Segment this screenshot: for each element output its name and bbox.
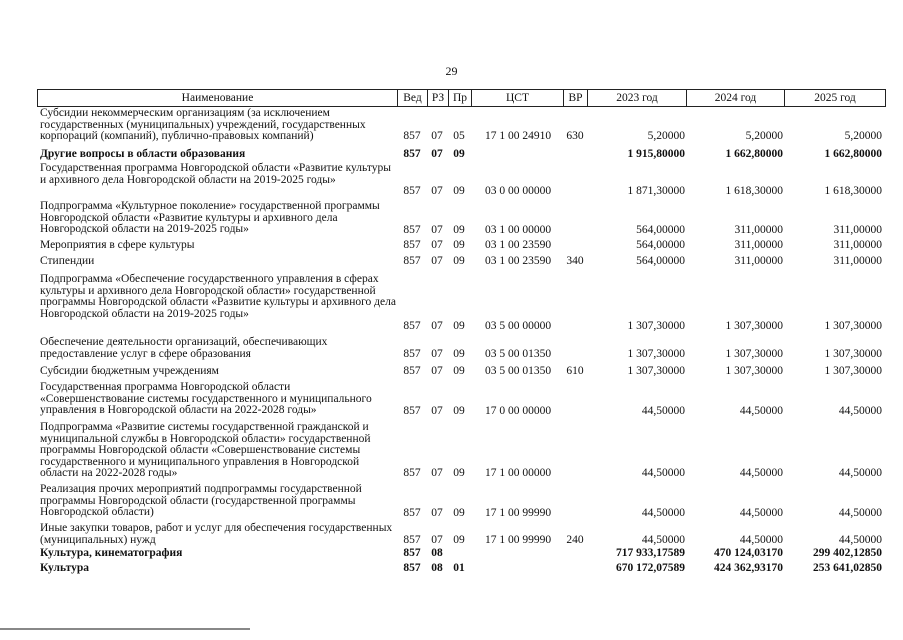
row-ved: 857 bbox=[403, 365, 421, 378]
row-2024: 1 307,30000 bbox=[725, 348, 783, 361]
header-cst: ЦСТ bbox=[472, 90, 564, 106]
row-ved: 857 bbox=[403, 224, 421, 237]
row-cst: 03 1 00 23590 bbox=[484, 239, 552, 252]
row-2023: 1 307,30000 bbox=[627, 365, 685, 378]
row-pr: 09 bbox=[453, 534, 465, 547]
row-2025: 1 307,30000 bbox=[824, 320, 882, 333]
row-2025: 1 307,30000 bbox=[824, 348, 882, 361]
row-cst: 03 1 00 00000 bbox=[484, 224, 552, 237]
row-2024: 311,00000 bbox=[734, 255, 783, 268]
row-2025: 253 641,02850 bbox=[813, 562, 882, 575]
row-rz: 07 bbox=[431, 365, 443, 378]
table-row bbox=[37, 274, 886, 333]
row-2023: 670 172,07589 bbox=[616, 562, 685, 575]
row-2025: 299 402,12850 bbox=[813, 547, 882, 560]
row-name: Культура bbox=[40, 562, 90, 574]
row-name: Обеспечение деятельности организаций, обеспечивающих предоставление услуг в сфере образования bbox=[40, 336, 328, 360]
row-ved: 857 bbox=[403, 239, 421, 252]
row-name: Стипендии bbox=[40, 255, 95, 267]
row-pr: 09 bbox=[453, 467, 465, 480]
header-rz: РЗ bbox=[428, 90, 449, 106]
row-2025: 44,50000 bbox=[838, 507, 882, 520]
scan-edge-line bbox=[0, 628, 250, 630]
row-rz: 07 bbox=[431, 148, 443, 161]
row-rz: 07 bbox=[431, 224, 443, 237]
row-2024: 311,00000 bbox=[734, 224, 783, 237]
row-name: Подпрограмма «Развитие системы государственной гражданской и муниципальной службы в Новгородской области» государственной программы Новгородской области «Совершенствование системы государственного и муниципального управления в Новгородской области на 2022-2028 годы» bbox=[40, 421, 371, 480]
row-2023: 1 871,30000 bbox=[627, 185, 685, 198]
row-2023: 44,50000 bbox=[641, 467, 685, 480]
row-2023: 564,00000 bbox=[636, 255, 685, 268]
row-pr: 09 bbox=[453, 365, 465, 378]
row-2023: 1 915,80000 bbox=[627, 148, 685, 161]
table-row bbox=[37, 201, 886, 237]
row-name: Государственная программа Новгородской области «Совершенствование системы государственного и муниципального управления в Новгородской области на 2022-2028 годы» bbox=[40, 381, 372, 417]
row-vr: 240 bbox=[566, 534, 584, 547]
row-pr: 09 bbox=[453, 148, 465, 161]
row-rz: 07 bbox=[431, 185, 443, 198]
row-2023: 717 933,17589 bbox=[616, 547, 685, 560]
row-ved: 857 bbox=[403, 348, 421, 361]
row-rz: 07 bbox=[431, 239, 443, 252]
header-2025: 2025 год bbox=[814, 92, 856, 104]
row-2024: 44,50000 bbox=[739, 405, 783, 418]
row-ved: 857 bbox=[403, 562, 421, 575]
row-cst: 03 5 00 00000 bbox=[484, 320, 552, 333]
row-vr: 630 bbox=[566, 130, 584, 143]
row-rz: 08 bbox=[431, 547, 443, 560]
row-2024: 44,50000 bbox=[739, 534, 783, 547]
row-2023: 44,50000 bbox=[641, 507, 685, 520]
row-rz: 07 bbox=[431, 405, 443, 418]
row-cst: 03 5 00 01350 bbox=[484, 348, 552, 361]
row-2024: 1 662,80000 bbox=[725, 148, 783, 161]
row-vr: 610 bbox=[566, 365, 584, 378]
row-rz: 07 bbox=[431, 255, 443, 268]
row-pr: 01 bbox=[453, 562, 465, 575]
row-rz: 07 bbox=[431, 467, 443, 480]
row-pr: 09 bbox=[453, 224, 465, 237]
row-2024: 1 307,30000 bbox=[725, 320, 783, 333]
row-ved: 857 bbox=[403, 534, 421, 547]
row-2025: 1 307,30000 bbox=[824, 365, 882, 378]
row-2024: 44,50000 bbox=[739, 507, 783, 520]
row-cst: 17 1 00 99990 bbox=[484, 534, 552, 547]
row-ved: 857 bbox=[403, 255, 421, 268]
row-2024: 1 618,30000 bbox=[725, 185, 783, 198]
row-name: Подпрограмма «Обеспечение государственного управления в сферах культуры и архивного дела Новгородской области» государственной программы Новгородской области «Развитие культуры и архивного дела Новгородской области на 2019-2025 годы» bbox=[40, 273, 396, 320]
row-rz: 08 bbox=[431, 562, 443, 575]
row-ved: 857 bbox=[403, 185, 421, 198]
row-2024: 311,00000 bbox=[734, 239, 783, 252]
row-2023: 44,50000 bbox=[641, 405, 685, 418]
row-name: Государственная программа Новгородской области «Развитие культуры и архивного дела Новгородской области на 2019-2025 годы» bbox=[40, 162, 391, 186]
row-name: Реализация прочих мероприятий подпрограммы государственной программы Новгородской области (государственной программы Новгородской области) bbox=[40, 483, 362, 519]
table-row bbox=[37, 337, 886, 361]
row-ved: 857 bbox=[403, 320, 421, 333]
row-name: Мероприятия в сфере культуры bbox=[40, 239, 195, 251]
row-rz: 07 bbox=[431, 130, 443, 143]
row-ved: 857 bbox=[403, 130, 421, 143]
header-2024: 2024 год bbox=[687, 90, 785, 106]
row-2023: 1 307,30000 bbox=[627, 320, 685, 333]
page-number: 29 bbox=[445, 64, 458, 78]
row-2025: 1 618,30000 bbox=[824, 185, 882, 198]
header-vr: ВР bbox=[564, 90, 588, 106]
table-row bbox=[37, 256, 886, 268]
row-pr: 09 bbox=[453, 320, 465, 333]
row-2023: 564,00000 bbox=[636, 239, 685, 252]
row-cst: 03 1 00 23590 bbox=[484, 255, 552, 268]
header-name: Наименование bbox=[38, 90, 398, 106]
row-name: Субсидии бюджетным учреждениям bbox=[40, 365, 219, 377]
row-rz: 07 bbox=[431, 320, 443, 333]
table-row bbox=[37, 548, 886, 560]
table-row bbox=[37, 523, 886, 547]
header-pr: Пр bbox=[449, 90, 472, 106]
row-name: Субсидии некоммерческим организациям (за исключением государственных (муниципальных) учреждений, государственных корпораций (компаний), публично-правовых компаний) bbox=[40, 107, 366, 143]
row-2024: 424 362,93170 bbox=[714, 562, 783, 575]
table-row bbox=[37, 149, 886, 161]
row-ved: 857 bbox=[403, 467, 421, 480]
row-2024: 44,50000 bbox=[739, 467, 783, 480]
row-pr: 09 bbox=[453, 239, 465, 252]
header-2023: 2023 год bbox=[588, 90, 687, 106]
row-cst: 17 1 00 00000 bbox=[484, 467, 552, 480]
table-row bbox=[37, 382, 886, 418]
row-2025: 44,50000 bbox=[838, 534, 882, 547]
table-row bbox=[37, 240, 886, 252]
row-2025: 311,00000 bbox=[833, 255, 882, 268]
table-row bbox=[37, 563, 886, 575]
row-cst: 17 1 00 24910 bbox=[484, 130, 552, 143]
row-2024: 470 124,03170 bbox=[714, 547, 783, 560]
table-row bbox=[37, 366, 886, 378]
row-pr: 05 bbox=[453, 130, 465, 143]
table-row bbox=[37, 108, 886, 143]
row-2025: 5,20000 bbox=[844, 130, 882, 143]
row-cst: 03 0 00 00000 bbox=[484, 185, 552, 198]
row-rz: 07 bbox=[431, 534, 443, 547]
row-pr: 09 bbox=[453, 507, 465, 520]
row-cst: 03 5 00 01350 bbox=[484, 365, 552, 378]
row-2024: 5,20000 bbox=[745, 130, 783, 143]
row-2025: 1 662,80000 bbox=[824, 148, 882, 161]
row-2025: 44,50000 bbox=[838, 405, 882, 418]
row-vr: 340 bbox=[566, 255, 584, 268]
row-pr: 09 bbox=[453, 348, 465, 361]
row-name: Другие вопросы в области образования bbox=[40, 148, 246, 160]
row-rz: 07 bbox=[431, 348, 443, 361]
row-2025: 311,00000 bbox=[833, 224, 882, 237]
row-name: Культура, кинематография bbox=[40, 547, 183, 559]
row-2023: 5,20000 bbox=[647, 130, 685, 143]
row-pr: 09 bbox=[453, 405, 465, 418]
row-rz: 07 bbox=[431, 507, 443, 520]
row-cst: 17 1 00 99990 bbox=[484, 507, 552, 520]
row-ved: 857 bbox=[403, 405, 421, 418]
row-cst: 17 0 00 00000 bbox=[484, 405, 552, 418]
row-name: Подпрограмма «Культурное поколение» государственной программы Новгородской области «Развитие культуры и архивного дела Новгородской области на 2019-2025 годы» bbox=[40, 200, 380, 236]
row-2025: 44,50000 bbox=[838, 467, 882, 480]
row-pr: 09 bbox=[453, 255, 465, 268]
row-pr: 09 bbox=[453, 185, 465, 198]
row-ved: 857 bbox=[403, 148, 421, 161]
table-header bbox=[37, 89, 886, 107]
table-row bbox=[37, 163, 886, 198]
row-name: Иные закупки товаров, работ и услуг для обеспечения государственных (муниципальных) нужд bbox=[40, 522, 393, 546]
row-2023: 564,00000 bbox=[636, 224, 685, 237]
row-2023: 1 307,30000 bbox=[627, 348, 685, 361]
table-row bbox=[37, 484, 886, 520]
header-ved: Вед bbox=[398, 90, 428, 106]
table-row bbox=[37, 422, 886, 480]
row-2024: 1 307,30000 bbox=[725, 365, 783, 378]
row-2025: 311,00000 bbox=[833, 239, 882, 252]
row-2023: 44,50000 bbox=[641, 534, 685, 547]
row-ved: 857 bbox=[403, 507, 421, 520]
row-ved: 857 bbox=[403, 547, 421, 560]
